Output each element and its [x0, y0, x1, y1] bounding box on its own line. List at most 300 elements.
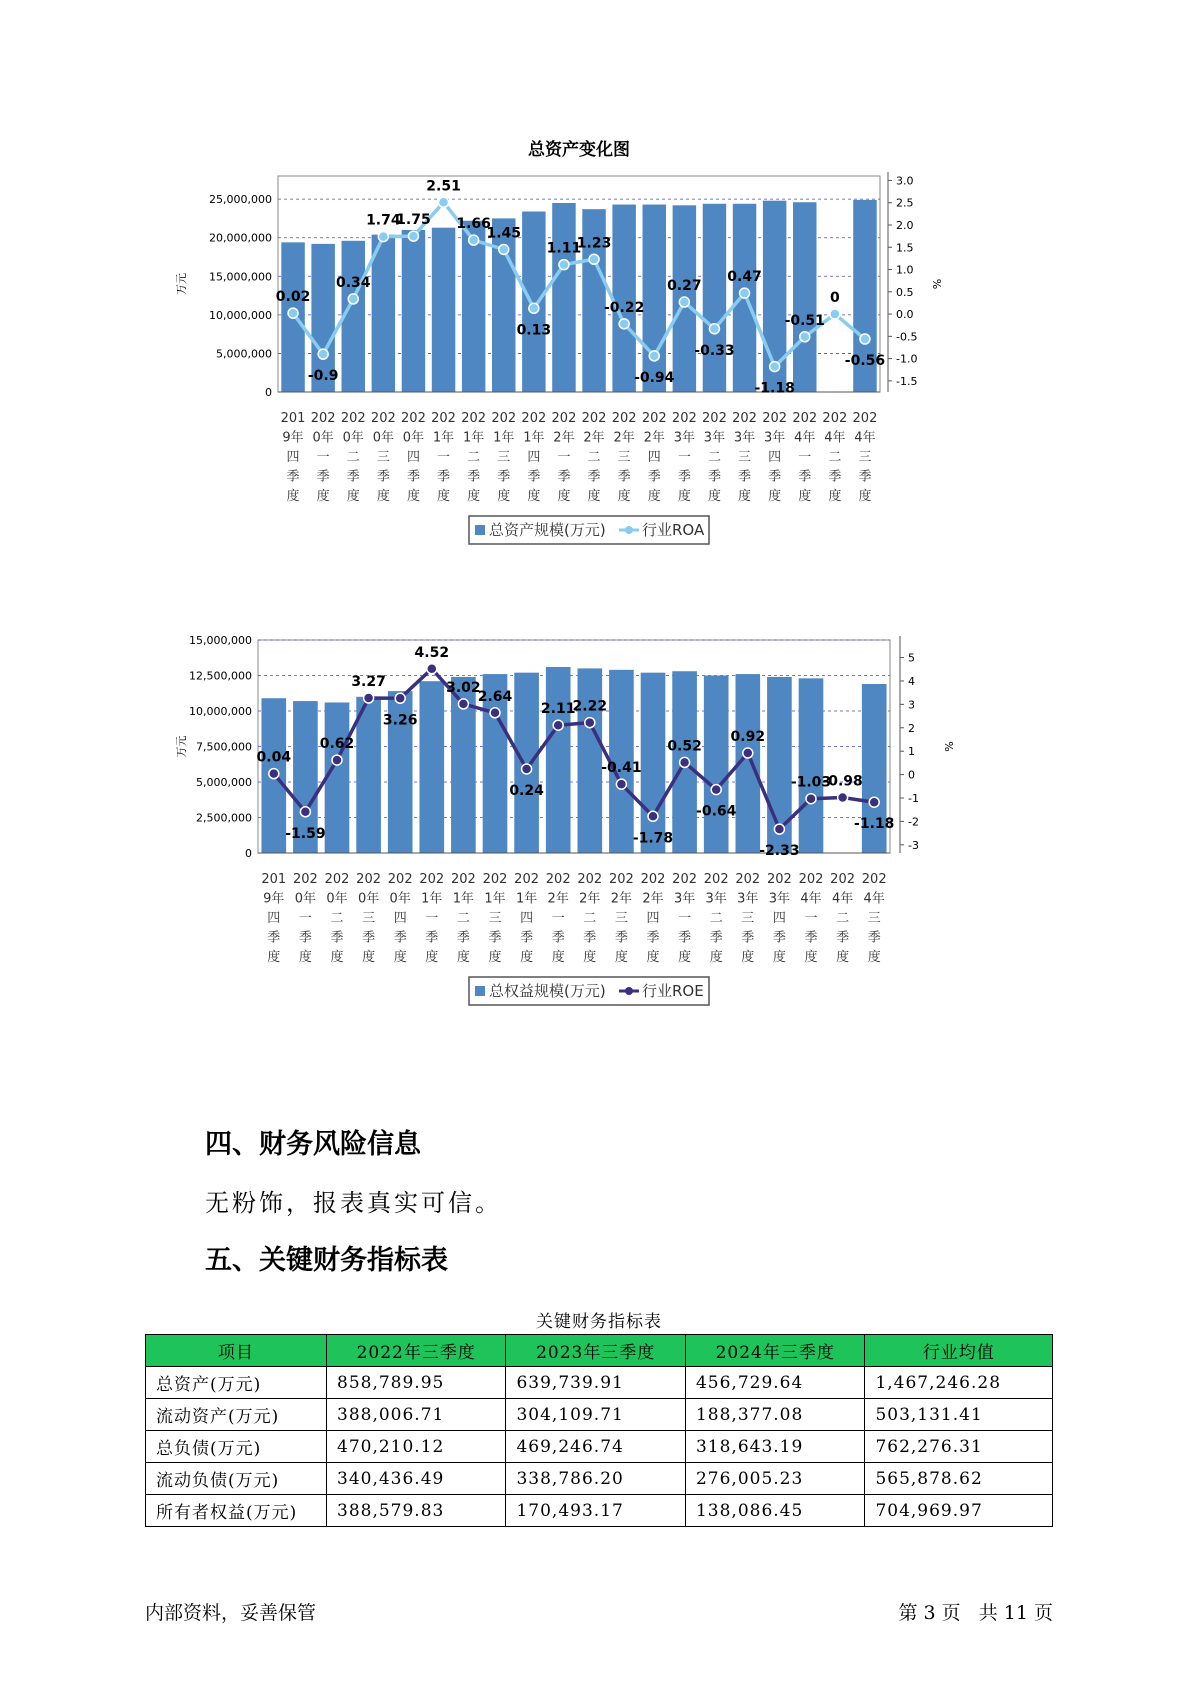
data-label: 1.23	[576, 235, 612, 252]
legend-line-label: 行业ROA	[642, 521, 705, 539]
x-axis-category-label	[704, 872, 729, 965]
line-point	[740, 288, 750, 298]
x-axis-category-label-line: 季	[362, 930, 376, 946]
line-point	[499, 244, 509, 254]
x-axis-category-label-line: 季	[709, 930, 723, 946]
bar	[546, 667, 571, 853]
data-label: 0.34	[335, 274, 371, 291]
data-label: 1.45	[486, 225, 522, 242]
x-axis-category-label-line: 度	[527, 489, 541, 504]
x-axis-category-label-line: 季	[867, 930, 881, 946]
line-point	[649, 351, 659, 361]
x-axis-category-label-line: 0年	[389, 891, 411, 907]
x-axis-category-label-line: 季	[587, 469, 601, 485]
x-axis-category-label-line: 度	[867, 950, 881, 965]
x-axis-category-label-line: 202	[482, 872, 508, 887]
x-axis-category-label-line: 度	[587, 489, 601, 504]
data-label: 0.24	[509, 782, 544, 799]
total-equity-chart-svg	[175, 634, 1040, 1100]
x-axis-category-label-line: 季	[583, 930, 597, 946]
table-row	[146, 1495, 1053, 1527]
x-axis-category-label-line: 202	[401, 411, 426, 426]
total-assets-chart	[175, 140, 1040, 600]
line-point	[553, 720, 563, 730]
x-axis-category-label-line: 一	[316, 450, 330, 465]
data-label: -0.64	[696, 803, 737, 820]
bar	[799, 678, 824, 853]
x-axis-category-label-line: 202	[387, 872, 413, 887]
x-axis-category-label-line: 一	[677, 450, 691, 465]
x-axis-category-label-line: 0年	[372, 430, 394, 446]
data-label: -1.18	[754, 380, 795, 397]
risk-section-title: 四、财务风险信息	[205, 1129, 421, 1160]
x-axis-category-label-line: 度	[709, 950, 723, 965]
x-axis-category-label-line: 度	[362, 950, 376, 965]
x-axis-category-label-line: 四	[267, 911, 281, 926]
x-axis-category-label-line: 4年	[800, 891, 822, 907]
bar	[325, 702, 350, 853]
x-axis-category-label-line: 季	[316, 469, 330, 485]
right-axis-tick-label: 0.0	[896, 308, 914, 322]
cell-value: 565,878.62	[865, 1463, 1053, 1495]
left-axis-tick-label: 5,000,000	[216, 347, 272, 361]
table-caption: 关键财务指标表	[536, 1312, 662, 1332]
x-axis-category-label-line: 季	[647, 469, 661, 485]
x-axis-category-label-line: 3年	[764, 430, 786, 446]
right-axis-tick-label: 2	[908, 721, 915, 735]
data-label: 1.11	[546, 240, 582, 257]
left-axis-tick-label: 2,500,000	[196, 811, 252, 825]
x-axis-category-label	[356, 872, 381, 965]
right-axis-tick-label: 3	[908, 698, 915, 712]
x-axis-category-label-line: 四	[527, 450, 541, 465]
x-axis-category-label-line: 1年	[421, 891, 443, 907]
x-axis-category-label-line: 季	[406, 469, 420, 485]
x-axis-category-label-line: 一	[551, 911, 565, 926]
x-axis-category-label-line: 二	[709, 911, 723, 926]
table-row	[146, 1431, 1053, 1463]
cell-value: 138,086.45	[685, 1495, 864, 1527]
x-axis-category-label-line: 202	[611, 411, 637, 426]
cell-value: 639,739.91	[506, 1367, 685, 1399]
x-axis-category-label-line: 3年	[737, 891, 759, 907]
x-axis-category-label	[461, 411, 486, 504]
legend-bar-swatch	[475, 525, 485, 535]
x-axis-category-label-line: 3年	[705, 891, 727, 907]
x-axis-category-label-line: 度	[798, 489, 812, 504]
x-axis-category-label-line: 2年	[579, 891, 601, 907]
x-axis-category-label-line: 季	[768, 469, 782, 485]
left-axis-tick-label: 5,000,000	[196, 776, 252, 789]
x-axis-category-label-line: 季	[614, 930, 628, 946]
row-label: 流动负债(万元)	[146, 1463, 327, 1495]
x-axis-category-label-line: 度	[828, 489, 842, 504]
x-axis-category-label-line: 202	[861, 872, 887, 887]
x-axis-category-label-line: 202	[545, 872, 571, 887]
data-label: 0.02	[275, 289, 311, 306]
x-axis-category-label	[371, 411, 396, 504]
x-axis-category-label	[325, 872, 350, 965]
x-axis-category-label-line: 202	[762, 411, 788, 426]
data-label: 0	[829, 290, 840, 307]
data-label: -1.03	[790, 774, 832, 791]
line-point	[300, 807, 310, 817]
x-axis-category-label-line: 季	[804, 930, 818, 946]
x-axis-category-label-line: 季	[557, 469, 571, 485]
x-axis-category-label-line: 202	[798, 872, 824, 887]
left-axis-tick-label: 12,500,000	[189, 669, 252, 683]
x-axis-category-label-line: 度	[678, 950, 692, 965]
data-label: 0.13	[516, 322, 552, 339]
x-axis-category-label-line: 三	[867, 911, 881, 926]
x-axis-category-label-line: 季	[488, 930, 502, 946]
x-axis-category-label	[483, 872, 508, 965]
x-axis-category-label-line: 一	[298, 911, 312, 926]
x-axis-category-label-line: 202	[702, 411, 727, 426]
bar	[514, 673, 539, 853]
cell-value: 276,005.23	[685, 1463, 864, 1495]
x-axis-category-label	[609, 872, 634, 965]
x-axis-category-label-line: 1年	[432, 430, 455, 446]
x-axis-category-label-line: 度	[330, 950, 344, 965]
x-axis-category-label-line: 二	[707, 450, 721, 465]
cell-value: 304,109.71	[506, 1399, 685, 1431]
left-axis-tick-label: 0	[265, 386, 272, 399]
right-axis-tick-label: 3.0	[896, 174, 914, 188]
header-2023q3: 2023年三季度	[506, 1335, 685, 1367]
left-axis-tick-label: 15,000,000	[209, 270, 272, 284]
data-label: 2.22	[572, 698, 608, 715]
x-axis-category-label	[853, 411, 878, 504]
x-axis-category-label	[582, 411, 607, 504]
x-axis-category-label-line: 4年	[824, 430, 846, 446]
x-axis-category-label	[672, 411, 697, 504]
line-point	[869, 797, 879, 807]
x-axis-category-label	[281, 411, 306, 504]
data-label: 0.92	[730, 729, 766, 746]
x-axis-category-label	[672, 872, 697, 965]
line-point	[679, 297, 689, 307]
x-axis-category-label-line: 0年	[402, 430, 425, 446]
x-axis-category-label-line: 二	[836, 911, 850, 926]
data-label: -0.56	[844, 353, 886, 370]
data-label: -1.18	[854, 816, 895, 833]
x-axis-category-label-line: 季	[437, 469, 451, 485]
x-axis-category-label-line: 度	[768, 489, 782, 504]
x-axis-category-label-line: 2年	[610, 891, 633, 907]
table-row	[146, 1399, 1053, 1431]
x-axis-category-label-line: 9年	[282, 430, 304, 446]
x-axis-category-label-line: 度	[551, 950, 565, 965]
x-axis-category-label-line: 四	[520, 911, 534, 926]
x-axis-category-label-line: 度	[836, 950, 850, 965]
table-row	[146, 1463, 1053, 1495]
cell-value: 338,786.20	[506, 1463, 685, 1495]
x-axis-category-label-line: 季	[527, 469, 541, 485]
data-label: -1.78	[632, 830, 674, 847]
x-axis-category-label-line: 202	[581, 411, 607, 426]
cell-value: 503,131.41	[865, 1399, 1053, 1431]
right-axis-tick-label: -3	[908, 838, 919, 852]
x-axis-category-label	[491, 411, 516, 504]
x-axis-category-label-line: 四	[286, 450, 300, 465]
x-axis-category-label	[419, 872, 444, 965]
x-axis-category-label	[341, 411, 366, 504]
x-axis-category-label-line: 1年	[463, 430, 485, 446]
x-axis-category-label-line: 3年	[733, 430, 756, 446]
left-axis-tick-label: 20,000,000	[209, 231, 272, 245]
x-axis-category-label	[767, 872, 792, 965]
x-axis-category-label-line: 四	[772, 911, 786, 926]
x-axis-category-label	[822, 411, 847, 504]
data-label: -0.41	[601, 760, 642, 777]
x-axis-category-label-line: 季	[346, 469, 360, 485]
x-axis-category-label-line: 一	[678, 911, 692, 926]
x-axis-category-label-line: 季	[707, 469, 721, 485]
header-industry-avg: 行业均值	[865, 1335, 1053, 1367]
x-axis-category-label-line: 201	[261, 872, 287, 887]
x-axis-category-label-line: 1年	[493, 430, 515, 446]
x-axis-category-label-line: 度	[406, 489, 420, 504]
x-axis-category-label-line: 202	[356, 872, 382, 887]
x-axis-category-label-line: 度	[346, 489, 360, 504]
x-axis-category-label-line: 202	[370, 411, 396, 426]
x-axis-category-label-line: 202	[521, 411, 547, 426]
right-axis-tick-label: -2	[908, 815, 919, 829]
x-axis-category-label-line: 0年	[312, 430, 334, 446]
x-axis-category-label-line: 三	[497, 450, 511, 465]
cell-value: 340,436.49	[327, 1463, 506, 1495]
header-2024q3: 2024年三季度	[685, 1335, 864, 1367]
x-axis-category-label	[862, 872, 887, 965]
data-label: 2.51	[426, 178, 461, 195]
line-point	[619, 319, 629, 329]
x-axis-category-label-line: 四	[393, 911, 407, 926]
x-axis-category-label-line: 季	[741, 930, 755, 946]
key-financial-indicators-table	[145, 1334, 1053, 1527]
cell-value: 858,789.95	[327, 1367, 506, 1399]
table-row	[146, 1367, 1053, 1399]
line-point	[318, 349, 328, 359]
x-axis-category-label-line: 202	[419, 872, 445, 887]
x-axis-category-label-line: 202	[461, 411, 487, 426]
line-point	[830, 309, 840, 319]
line-point	[648, 811, 658, 821]
left-axis-tick-label: 0	[245, 847, 252, 860]
x-axis-category-label-line: 0年	[294, 891, 317, 907]
x-axis-category-label-line: 202	[703, 872, 729, 887]
cell-value: 170,493.17	[506, 1495, 685, 1527]
x-axis-category-label-line: 202	[340, 411, 366, 426]
x-axis-category-label	[642, 411, 667, 504]
x-axis-category-label	[514, 872, 539, 965]
table-header-row	[146, 1335, 1053, 1367]
x-axis-category-label-line: 202	[671, 411, 697, 426]
x-axis-category-label-line: 季	[836, 930, 850, 946]
line-point	[559, 260, 569, 270]
x-axis-category-label-line: 季	[467, 469, 481, 485]
x-axis-category-label	[830, 872, 855, 965]
legend-bar-label: 总权益规模(万元)	[489, 982, 606, 1000]
x-axis-category-label-line: 三	[858, 450, 872, 465]
line-point	[529, 303, 539, 313]
x-axis-category-label-line: 季	[551, 930, 565, 946]
x-axis-category-label-line: 4年	[854, 430, 876, 446]
row-label: 总负债(万元)	[146, 1431, 327, 1463]
line-point	[709, 324, 719, 334]
data-label: 4.52	[414, 644, 450, 661]
x-axis-category-label-line: 三	[738, 450, 752, 465]
x-axis-category-label-line: 9年	[263, 891, 285, 907]
x-axis-category-label-line: 度	[646, 950, 660, 965]
x-axis-category-label	[293, 872, 318, 965]
data-label: 1.66	[456, 216, 491, 233]
bar	[419, 681, 444, 853]
x-axis-category-label	[546, 872, 571, 965]
x-axis-category-label-line: 度	[437, 489, 451, 504]
data-label: -0.94	[634, 369, 675, 386]
x-axis-category-label-line: 201	[280, 411, 306, 426]
row-label: 总资产(万元)	[146, 1367, 327, 1399]
line-point	[458, 699, 468, 709]
cell-value: 388,006.71	[327, 1399, 506, 1431]
bar	[462, 221, 485, 392]
cell-value: 469,246.74	[506, 1431, 685, 1463]
legend-line-marker	[625, 987, 633, 995]
data-label: -1.59	[285, 825, 326, 842]
x-axis-category-label-line: 一	[798, 450, 812, 465]
x-axis-category-label-line: 季	[330, 930, 344, 946]
x-axis-category-label-line: 0年	[342, 430, 364, 446]
right-axis-tick-label: 2.5	[896, 196, 914, 210]
x-axis-category-label-line: 202	[822, 411, 848, 426]
line-point	[332, 755, 342, 765]
x-axis-category-label-line: 202	[792, 411, 818, 426]
chart-title: 总资产变化图	[528, 140, 630, 160]
x-axis-category-label-line: 度	[614, 950, 628, 965]
x-axis-category-label-line: 一	[804, 911, 818, 926]
kfi-section-title: 五、关键财务指标表	[205, 1245, 448, 1276]
left-axis-tick-label: 10,000,000	[189, 705, 252, 718]
line-point	[522, 764, 532, 774]
data-label: 1.75	[396, 212, 431, 229]
data-label: 3.26	[382, 712, 418, 729]
x-axis-category-label-line: 202	[551, 411, 577, 426]
right-axis-tick-label: 4	[908, 674, 915, 688]
x-axis-category-label-line: 二	[583, 911, 597, 926]
header-2022q3: 2022年三季度	[327, 1335, 506, 1367]
x-axis-category-label-line: 2年	[547, 891, 569, 907]
line-point	[439, 197, 449, 207]
footer-left: 内部资料，妥善保管	[145, 1602, 317, 1624]
data-label: 0.27	[667, 278, 702, 295]
left-axis-title: 万元	[175, 735, 188, 758]
bar	[643, 205, 666, 392]
x-axis-category-label-line: 202	[310, 411, 336, 426]
right-axis-tick-label: 1.5	[896, 241, 914, 255]
x-axis-category-label-line: 4年	[794, 430, 816, 446]
x-axis-category-label-line: 2年	[642, 891, 664, 907]
x-axis-category-label-line: 一	[425, 911, 439, 926]
bar	[612, 205, 635, 392]
x-axis-category-label-line: 度	[741, 950, 755, 965]
x-axis-category-label-line: 季	[677, 469, 691, 485]
x-axis-category-label-line: 度	[583, 950, 597, 965]
bar	[641, 673, 666, 853]
x-axis-category-label	[431, 411, 456, 504]
x-axis-category-label-line: 度	[617, 489, 631, 504]
x-axis-category-label-line: 4年	[863, 891, 885, 907]
x-axis-category-label-line: 202	[577, 872, 603, 887]
bar	[372, 235, 395, 392]
x-axis-category-label	[451, 872, 476, 965]
x-axis-category-label-line: 季	[520, 930, 534, 946]
line-point	[469, 235, 479, 245]
x-axis-category-label-line: 1年	[523, 430, 545, 446]
x-axis-category-label-line: 202	[292, 872, 318, 887]
line-point	[269, 769, 279, 779]
x-axis-category-label-line: 三	[617, 450, 631, 465]
left-axis-tick-label: 7,500,000	[196, 740, 252, 754]
data-label: 2.11	[540, 701, 576, 718]
x-axis-category-label-line: 季	[678, 930, 692, 946]
x-axis-category-label-line: 季	[425, 930, 439, 946]
x-axis-category-label-line: 度	[267, 950, 281, 965]
right-axis-title: %	[942, 741, 955, 752]
right-axis-tick-label: 1	[908, 745, 915, 759]
data-label: -0.9	[307, 368, 339, 385]
x-axis-category-label-line: 3年	[673, 430, 695, 446]
right-axis-tick-label: 0.5	[896, 285, 914, 299]
cell-value: 456,729.64	[685, 1367, 864, 1399]
line-point	[743, 748, 753, 758]
x-axis-category-label-line: 三	[376, 450, 390, 465]
x-axis-category-label-line: 202	[641, 411, 667, 426]
line-point	[806, 794, 816, 804]
x-axis-category-label-line: 四	[647, 450, 661, 465]
x-axis-category-label	[388, 872, 413, 965]
x-axis-category-label-line: 3年	[673, 891, 696, 907]
x-axis-category-label-line: 度	[316, 489, 330, 504]
right-axis-tick-label: -1.0	[896, 352, 918, 366]
x-axis-category-label	[702, 411, 727, 504]
x-axis-category-label-line: 季	[456, 930, 470, 946]
right-axis-tick-label: -1.5	[896, 374, 918, 388]
left-axis-title: 万元	[175, 273, 188, 295]
x-axis-category-label-line: 度	[557, 489, 571, 504]
legend-line-label: 行业ROE	[642, 982, 704, 1000]
x-axis-category-label	[735, 872, 760, 965]
x-axis-category-label-line: 季	[798, 469, 812, 485]
right-axis-tick-label: 1.0	[896, 263, 914, 277]
x-axis-category-label-line: 2年	[643, 430, 665, 446]
bar	[432, 228, 455, 392]
line-point	[770, 362, 780, 372]
x-axis-category-label-line: 4年	[831, 891, 854, 907]
x-axis-category-label	[762, 411, 787, 504]
line-point	[589, 254, 599, 264]
x-axis-category-label-line: 202	[735, 872, 761, 887]
line-point	[288, 308, 298, 318]
x-axis-category-label-line: 二	[330, 911, 344, 926]
x-axis-category-label	[311, 411, 336, 504]
x-axis-category-label-line: 二	[587, 450, 601, 465]
x-axis-category-label-line: 度	[497, 489, 511, 504]
line-point	[395, 693, 405, 703]
line-point	[378, 232, 388, 242]
x-axis-category-label-line: 0年	[326, 891, 348, 907]
line-point	[364, 693, 374, 703]
